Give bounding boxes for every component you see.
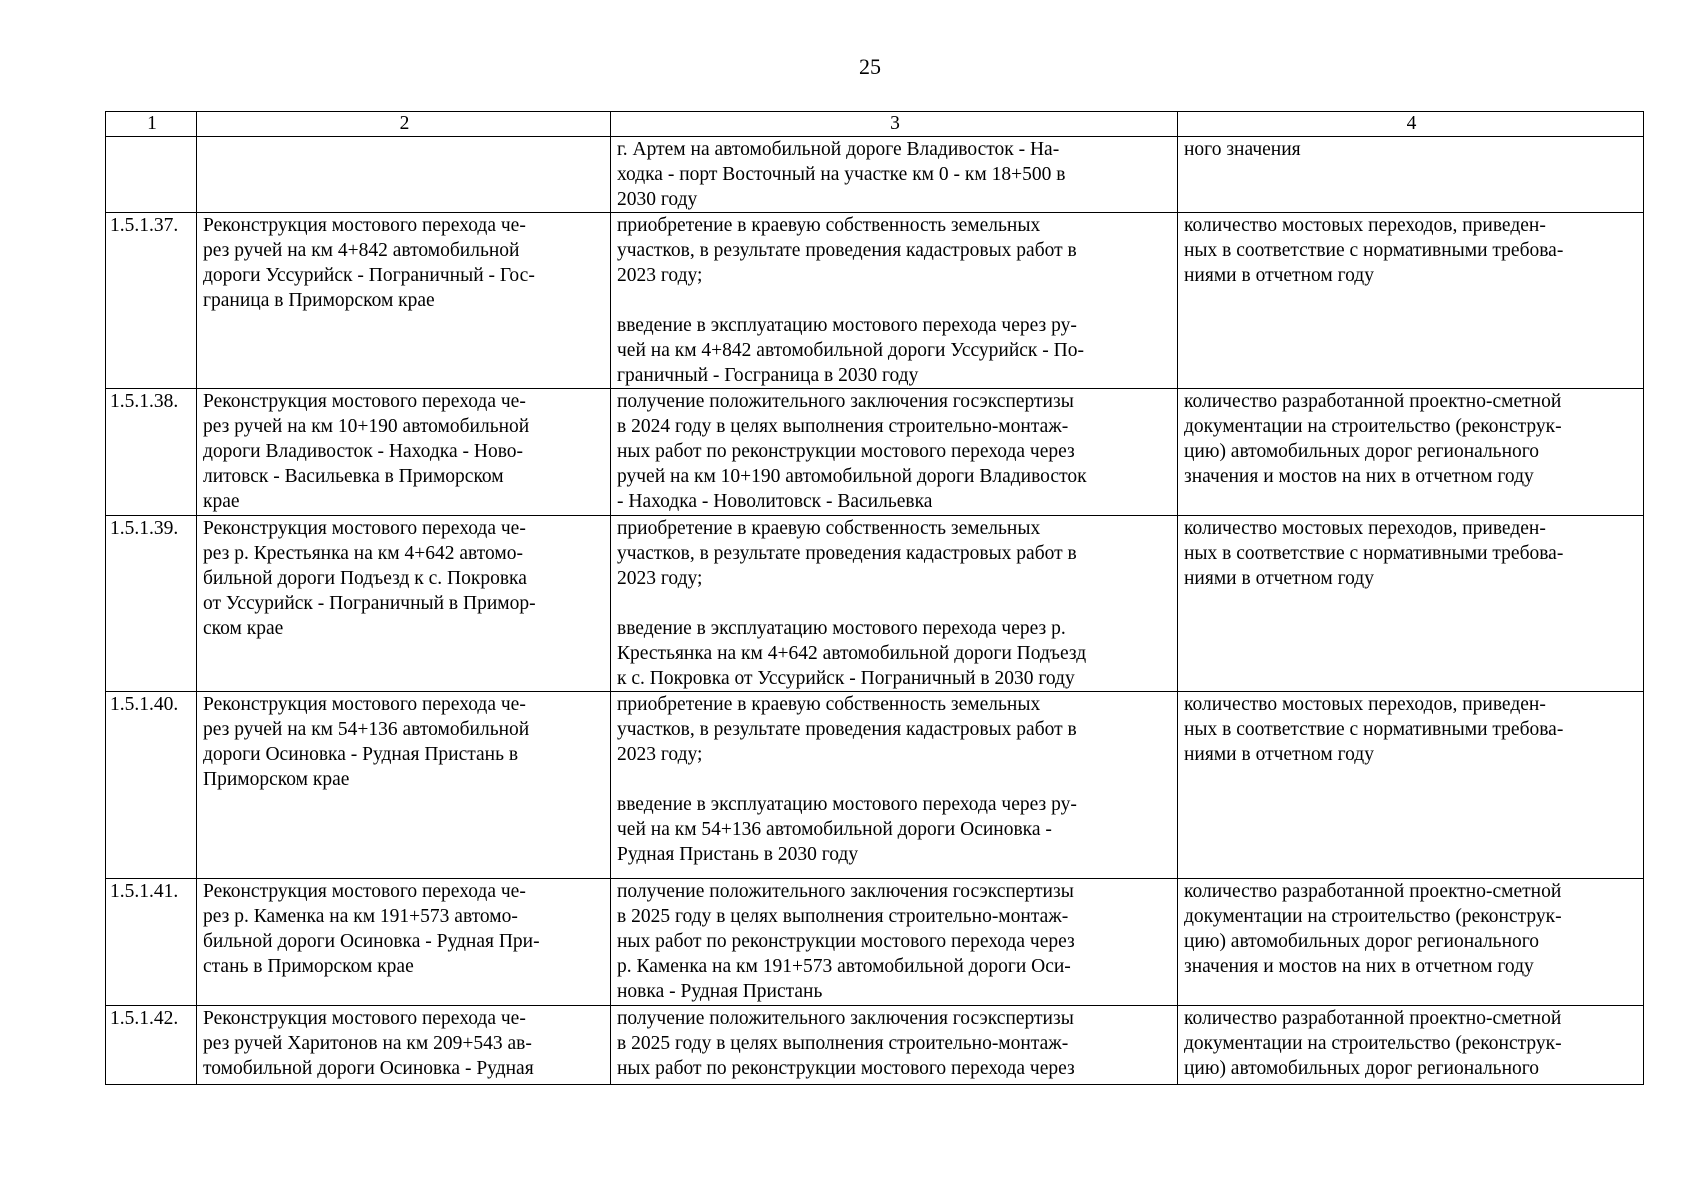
indicator: [1178, 213, 1644, 389]
indicator: [1178, 1006, 1644, 1085]
row-number: 1.5.1.41.: [106, 879, 197, 1006]
measure-name: [197, 879, 611, 1006]
expected-result-text: приобретение в краевую собственность земельных участков, в результате проведения кадастровых работ в 2023 году;: [617, 694, 1077, 765]
expected-result: [611, 692, 1178, 879]
measure-name-text: Реконструкция мостового перехода че- рез ручей Харитонов на км 209+543 ав- томобильной дороги Осиновка - Рудная: [203, 1008, 534, 1079]
page-number: 25: [859, 54, 881, 79]
measure-name-text: Реконструкция мостового перехода че- рез ручей на км 4+842 автомобильной дороги Уссурийск - Пограничный - Гос- граница в Приморском крае: [203, 215, 535, 311]
indicator-text: количество разработанной проектно-сметной документации на строительство (реконструк- цию) автомобильных дорог регионального значения и мостов на них в отчетном году: [1184, 881, 1562, 977]
expected-result-text-2: введение в эксплуатацию мостового перехода через р. Крестьянка на км 4+642 автомобильной дороги Подъезд к с. Покровка от Уссурийск - Пограничный в 2030 году: [617, 618, 1087, 689]
row-number: 1.5.1.40.: [106, 692, 197, 879]
indicator: [1178, 137, 1644, 213]
expected-result: [611, 389, 1178, 516]
row-number: 1.5.1.38.: [106, 389, 197, 516]
measure-name: [197, 137, 611, 213]
indicator: [1178, 692, 1644, 879]
table-row: [106, 516, 1644, 692]
expected-result-text: получение положительного заключения госэкспертизы в 2025 году в целях выполнения строительно-монтаж- ных работ по реконструкции мостового перехода через р. Каменка на км 191+573 автомобильной дороги Оси- новка - Рудная Пристань: [617, 881, 1075, 1002]
measure-name-text: Реконструкция мостового перехода че- рез ручей на км 54+136 автомобильной дороги Осиновка - Рудная Пристань в Приморском крае: [203, 694, 530, 790]
table-row: [106, 1006, 1644, 1085]
column-header: 2: [197, 112, 611, 137]
expected-result: [611, 1006, 1178, 1085]
measure-name: [197, 692, 611, 879]
expected-result-text: получение положительного заключения госэкспертизы в 2024 году в целях выполнения строительно-монтаж- ных работ по реконструкции мостового перехода через ручей на км 10+190 автомобильной дороги Владивосток - Находка - Новолитовск - Васильевка: [617, 391, 1087, 512]
column-header: 3: [611, 112, 1178, 137]
measure-name: [197, 1006, 611, 1085]
measure-name-text: Реконструкция мостового перехода че- рез ручей на км 10+190 автомобильной дороги Владивосток - Находка - Ново- литовск - Васильевка в Приморском крае: [203, 391, 530, 512]
table-row: [106, 879, 1644, 1006]
indicator: [1178, 879, 1644, 1006]
expected-result: [611, 879, 1178, 1006]
expected-result: [611, 213, 1178, 389]
table-row: [106, 137, 1644, 213]
expected-result-text: приобретение в краевую собственность земельных участков, в результате проведения кадастровых работ в 2023 году;: [617, 518, 1077, 589]
row-number: 1.5.1.42.: [106, 1006, 197, 1085]
indicator-text: ного значения: [1184, 139, 1301, 160]
expected-result-text: получение положительного заключения госэкспертизы в 2025 году в целях выполнения строительно-монтаж- ных работ по реконструкции мостового перехода через: [617, 1008, 1075, 1079]
expected-result-text: приобретение в краевую собственность земельных участков, в результате проведения кадастровых работ в 2023 году;: [617, 215, 1077, 286]
row-number: 1.5.1.37.: [106, 213, 197, 389]
indicator: [1178, 389, 1644, 516]
expected-result: [611, 137, 1178, 213]
column-header: 1: [106, 112, 197, 137]
measure-name: [197, 389, 611, 516]
column-header: 4: [1178, 112, 1644, 137]
indicator-text: количество разработанной проектно-сметной документации на строительство (реконструк- цию) автомобильных дорог регионального значения и мостов на них в отчетном году: [1184, 391, 1562, 487]
table-row: [106, 389, 1644, 516]
indicator-text: количество мостовых переходов, приведен- ных в соответствие с нормативными требова- ниями в отчетном году: [1184, 518, 1564, 589]
expected-result: [611, 516, 1178, 692]
table-row: [106, 213, 1644, 389]
measure-name: [197, 213, 611, 389]
measure-name-text: Реконструкция мостового перехода че- рез р. Крестьянка на км 4+642 автомо- бильной дороги Подъезд к с. Покровка от Уссурийск - Пограничный в Примор- ском крае: [203, 518, 536, 639]
document-table: [105, 111, 1644, 1085]
expected-result-text-2: введение в эксплуатацию мостового перехода через ру- чей на км 4+842 автомобильной дороги Уссурийск - По- граничный - Госграница в 2030 году: [617, 315, 1084, 386]
row-number: [106, 137, 197, 213]
expected-result-text: г. Артем на автомобильной дороге Владивосток - На- ходка - порт Восточный на участке км 0 - км 18+500 в 2030 году: [617, 139, 1066, 210]
row-number: 1.5.1.39.: [106, 516, 197, 692]
measure-name-text: Реконструкция мостового перехода че- рез р. Каменка на км 191+573 автомо- бильной дороги Осиновка - Рудная При- стань в Приморском крае: [203, 881, 540, 977]
indicator-text: количество мостовых переходов, приведен- ных в соответствие с нормативными требова- ниями в отчетном году: [1184, 215, 1564, 286]
expected-result-text-2: введение в эксплуатацию мостового перехода через ру- чей на км 54+136 автомобильной дороги Осиновка - Рудная Пристань в 2030 году: [617, 794, 1077, 865]
indicator: [1178, 516, 1644, 692]
indicator-text: количество мостовых переходов, приведен- ных в соответствие с нормативными требова- ниями в отчетном году: [1184, 694, 1564, 765]
table-header-row: [106, 112, 1644, 137]
measure-name: [197, 516, 611, 692]
table-row: [106, 692, 1644, 879]
indicator-text: количество разработанной проектно-сметной документации на строительство (реконструк- цию) автомобильных дорог регионального: [1184, 1008, 1562, 1079]
